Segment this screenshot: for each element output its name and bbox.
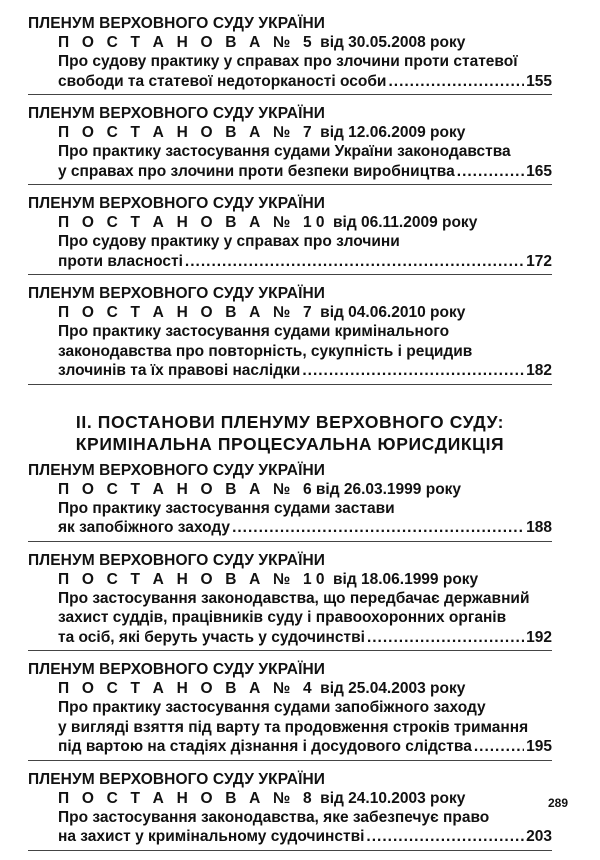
dot-leader <box>185 252 524 272</box>
entry-title-line: Про практику застосування судами застави <box>58 499 395 517</box>
dot-leader <box>232 518 524 538</box>
entry-court-heading: ПЛЕНУМ ВЕРХОВНОГО СУДУ УКРАЇНИ <box>28 661 325 678</box>
entry-title-leader <box>28 518 552 538</box>
entry-page-number: 172 <box>526 252 552 270</box>
toc-entry[interactable] <box>28 660 552 761</box>
toc-entry[interactable] <box>28 461 552 542</box>
entry-title-line: Про застосування законодавства, що передбачає державний <box>58 589 530 607</box>
entry-resolution-line <box>28 123 552 142</box>
toc-entry[interactable] <box>28 194 552 275</box>
entry-title-last-line: як запобіжного заходу <box>58 519 231 536</box>
dot-leader <box>474 737 524 757</box>
contents-page <box>28 14 552 860</box>
entry-title-leader <box>28 252 552 272</box>
entry-page-number: 155 <box>526 72 552 90</box>
entry-title-line: Про судову практику у справах про злочини <box>58 233 400 250</box>
entry-title-last-line: проти власності <box>58 252 183 270</box>
entry-page-number: 195 <box>526 738 552 755</box>
entry-title-line: Про практику застосування судами України законодавства <box>58 143 511 160</box>
entry-resolution-line <box>28 33 552 52</box>
toc-entry[interactable] <box>28 284 552 385</box>
resolution-label: П О С Т А Н О В А № 10 <box>58 570 329 588</box>
dot-leader <box>302 361 524 381</box>
entry-title-line: Про практику застосування судами кримінального <box>58 323 450 340</box>
entry-court-heading: ПЛЕНУМ ВЕРХОВНОГО СУДУ УКРАЇНИ <box>28 285 325 302</box>
entry-title-line: у вигляді взяття під варту та продовження строків тримання <box>58 718 529 736</box>
section-heading <box>28 411 552 455</box>
entry-court-heading: ПЛЕНУМ ВЕРХОВНОГО СУДУ УКРАЇНИ <box>28 105 325 122</box>
entry-page-number: 165 <box>526 162 552 180</box>
entry-resolution-line <box>28 480 552 499</box>
entry-court-heading: ПЛЕНУМ ВЕРХОВНОГО СУДУ УКРАЇНИ <box>28 770 325 788</box>
resolution-date: від 18.06.1999 року <box>328 570 479 588</box>
entry-title-last-line: злочинів та їх правові наслідки <box>58 362 301 379</box>
resolution-label: П О С Т А Н О В А № 8 <box>58 789 316 807</box>
entry-page-number: 192 <box>526 628 552 646</box>
dot-leader <box>388 72 524 92</box>
entry-title-leader <box>28 361 552 381</box>
resolution-date: від 12.06.2009 року <box>315 124 466 141</box>
resolution-date: від 06.11.2009 року <box>328 214 478 231</box>
entry-resolution-line <box>28 213 552 232</box>
section-heading-line-2: КРИМІНАЛЬНА ПРОЦЕСУАЛЬНА ЮРИСДИКЦІЯ <box>75 433 505 454</box>
entry-title-line: захист суддів, працівників суду і правоохоронних органів <box>58 609 507 626</box>
entry-page-number: 188 <box>526 519 552 536</box>
entry-title-leader <box>28 827 552 847</box>
entry-resolution-line <box>28 679 552 698</box>
toc-entry[interactable] <box>28 104 552 185</box>
resolution-label: П О С Т А Н О В А № 6 <box>58 480 316 498</box>
entry-court-heading: ПЛЕНУМ ВЕРХОВНОГО СУДУ УКРАЇНИ <box>28 461 325 479</box>
resolution-label: П О С Т А Н О В А № 7 <box>58 304 316 321</box>
entry-court-heading: ПЛЕНУМ ВЕРХОВНОГО СУДУ УКРАЇНИ <box>28 195 325 212</box>
entry-title-last-line: у справах про злочини проти безпеки виробництва <box>58 162 455 180</box>
entry-title-leader <box>28 162 552 182</box>
entry-title-last-line: під вартою на стадіях дізнання і досудового слідства <box>58 738 472 755</box>
resolution-date: від 25.04.2003 року <box>315 680 466 697</box>
toc-entry[interactable] <box>28 14 552 95</box>
entry-court-heading: ПЛЕНУМ ВЕРХОВНОГО СУДУ УКРАЇНИ <box>28 15 325 32</box>
entry-resolution-line <box>28 789 552 808</box>
entry-title-leader <box>28 72 552 92</box>
entry-resolution-line <box>28 303 552 322</box>
entry-resolution-line <box>28 570 552 589</box>
section-heading-line-1: II. ПОСТАНОВИ ПЛЕНУМУ ВЕРХОВНОГО СУДУ: <box>75 411 505 432</box>
resolution-label: П О С Т А Н О В А № 10 <box>58 214 329 231</box>
entry-court-heading: ПЛЕНУМ ВЕРХОВНОГО СУДУ УКРАЇНИ <box>28 551 325 569</box>
entry-title-leader <box>28 628 552 648</box>
resolution-date: від 26.03.1999 року <box>315 480 462 498</box>
entry-title-last-line: та осіб, які беруть участь у судочинстві <box>58 628 365 646</box>
entry-page-number: 203 <box>526 828 552 845</box>
entry-title-leader <box>28 737 552 757</box>
resolution-label: П О С Т А Н О В А № 5 <box>58 34 316 51</box>
entry-title-last-line: свободи та статевої недоторканості особи <box>58 72 387 90</box>
entry-page-number: 182 <box>526 362 552 379</box>
entry-title-line: Про практику застосування судами запобіжного заходу <box>58 699 486 716</box>
resolution-date: від 24.10.2003 року <box>315 789 466 807</box>
entry-title-line: Про судову практику у справах про злочини проти статевої <box>58 53 518 70</box>
toc-entry[interactable] <box>28 770 552 851</box>
entry-title-last-line: на захист у кримінальному судочинстві <box>58 828 365 845</box>
entry-title-line: законодавства про повторність, сукупність і рецидив <box>58 342 473 360</box>
entry-title-line: Про застосування законодавства, яке забезпечує право <box>58 808 490 826</box>
dot-leader <box>367 628 524 648</box>
toc-entry[interactable] <box>28 551 552 652</box>
resolution-date: від 30.05.2008 року <box>315 34 466 51</box>
resolution-label: П О С Т А Н О В А № 4 <box>58 680 316 697</box>
resolution-date: від 04.06.2010 року <box>315 304 466 321</box>
page-number: 289 <box>548 796 569 810</box>
dot-leader <box>366 827 524 847</box>
resolution-label: П О С Т А Н О В А № 7 <box>58 124 316 141</box>
dot-leader <box>457 162 524 182</box>
